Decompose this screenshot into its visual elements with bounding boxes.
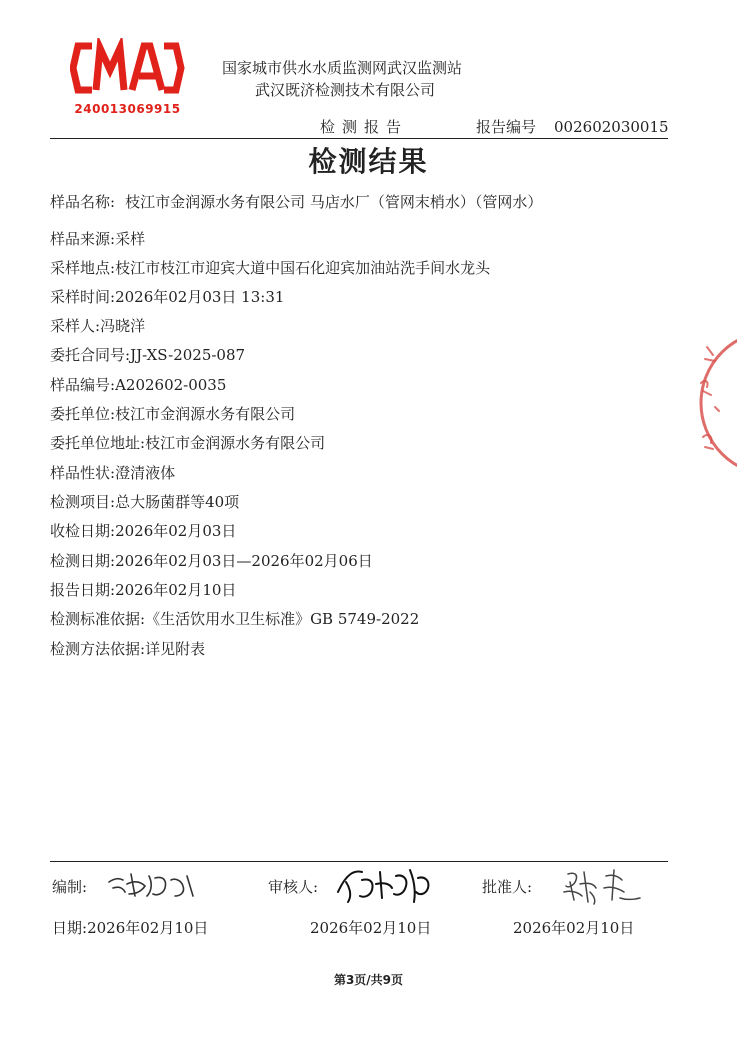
field-label: 检测日期: (50, 552, 116, 570)
report-number-value: 002602030015 (554, 118, 669, 136)
cma-logo-icon (70, 38, 185, 102)
page-title: 检测结果 (308, 145, 429, 178)
field-label: 采样人: (50, 317, 101, 335)
field-label: 收检日期: (50, 522, 116, 540)
field-value: 枝江市金润源水务有限公司 (145, 434, 326, 452)
approver-date: 2026年02月10日 (513, 919, 635, 937)
field-value: 枝江市枝江市迎宾大道中国石化迎宾加油站洗手间水龙头 (115, 259, 491, 277)
field-label: 检测标准依据: (50, 610, 146, 628)
editor-date (52, 917, 208, 938)
field-row (50, 191, 542, 212)
field-value: 总大肠菌群等40项 (115, 493, 240, 511)
seal-stamp (695, 325, 737, 480)
field-value: 澄清液体 (115, 464, 176, 482)
field-value: 2026年02月03日 (115, 522, 237, 540)
header-divider (50, 138, 668, 139)
field-value: A202602-0035 (115, 376, 227, 394)
field-row (50, 403, 295, 424)
reviewer-label: 审核人: (268, 878, 319, 896)
field-label: 检测方法依据: (50, 640, 146, 658)
field-value: 枝江市金润源水务有限公司 (115, 405, 296, 423)
field-value: 2026年02月03日 13:31 (115, 288, 285, 306)
field-value: 2026年02月03日—2026年02月06日 (115, 552, 373, 570)
cma-number: 240013069915 (74, 102, 181, 116)
approver-signature (560, 864, 645, 906)
cma-logo (70, 38, 185, 120)
editor-date-value: 2026年02月10日 (87, 919, 209, 937)
field-row (50, 520, 236, 541)
report-number-label: 报告编号 (476, 118, 537, 136)
field-row (50, 462, 175, 483)
reviewer-signature (332, 862, 437, 906)
field-label: 样品名称: (50, 193, 116, 211)
field-row (50, 286, 284, 307)
field-row (50, 432, 325, 453)
editor-signature (105, 866, 200, 902)
field-row (50, 579, 236, 600)
field-row (50, 344, 245, 365)
field-row (50, 638, 205, 659)
page-number: 第3页/共9页 (333, 973, 404, 987)
field-row (50, 608, 419, 629)
report-number (476, 116, 669, 137)
approver-label: 批准人: (482, 878, 533, 896)
field-label: 样品性状: (50, 464, 116, 482)
field-row (50, 491, 239, 512)
field-value: JJ-XS-2025-087 (130, 346, 246, 364)
field-value: 详见附表 (145, 640, 206, 658)
field-label: 检测项目: (50, 493, 116, 511)
field-label: 报告日期: (50, 581, 116, 599)
field-label: 采样时间: (50, 288, 116, 306)
reviewer-date: 2026年02月10日 (310, 919, 432, 937)
field-label: 采样地点: (50, 259, 116, 277)
field-value: 采样 (115, 230, 146, 248)
field-value: 枝江市金润源水务有限公司 马店水厂（管网末梢水）（管网水） (125, 193, 543, 211)
field-value: 2026年02月10日 (115, 581, 237, 599)
field-row (50, 374, 226, 395)
field-row (50, 228, 145, 249)
field-label: 样品来源: (50, 230, 116, 248)
org-name-line2: 武汉既济检测技术有限公司 (255, 81, 436, 99)
field-value: 《生活饮用水卫生标准》GB 5749-2022 (145, 610, 420, 628)
field-value: 冯晓洋 (100, 317, 146, 335)
field-label: 样品编号: (50, 376, 116, 394)
org-name-line1: 国家城市供水水质监测网武汉监测站 (222, 59, 463, 77)
editor-label: 编制: (52, 878, 88, 896)
field-row (50, 550, 373, 571)
field-row (50, 257, 490, 278)
date-label: 日期: (52, 919, 88, 937)
field-label: 委托合同号: (50, 346, 131, 364)
field-label: 委托单位: (50, 405, 116, 423)
field-row (50, 315, 145, 336)
report-label: 检测报告 (320, 118, 409, 136)
field-label: 委托单位地址: (50, 434, 146, 452)
